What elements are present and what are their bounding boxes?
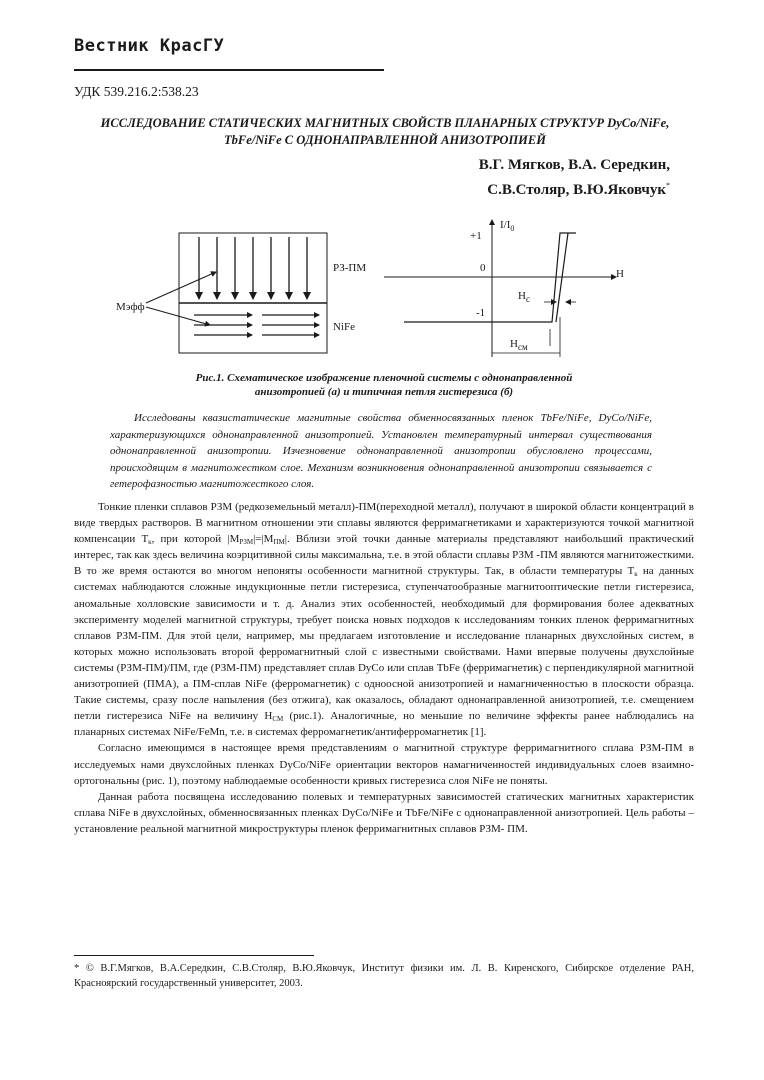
udc-code: УДК 539.216.2:538.23 [74, 84, 199, 99]
caption-line-2: анизотропией (а) и типичная петля гистерезиса (б) [254, 386, 514, 398]
film-schematic [116, 233, 366, 353]
authors-line-2-text: С.В.Столяр, В.Ю.Яковчук [487, 182, 666, 198]
authors-line-2 [487, 181, 670, 199]
journal-title: Вестник КрасГУ [74, 36, 225, 56]
label-hcm: $H_{см}$ [510, 338, 528, 352]
paragraph-2: Согласно имеющимся в настоящее время представлениям о магнитной структуре ферримагнитного сплава РЗМ-ПМ в исследуемых нами двухслойных пленках DyCo/NiFe ориентации векторов намагниченностей индивидуальных слоев взаимно-ортогональны (рис. 1), поэтому наблюдаемые особенности кривых гистерезиса слоя NiFe не поняты. [74, 742, 694, 787]
nife-magnetization-arrows [194, 315, 319, 335]
label-minus-one: -1 [476, 307, 486, 319]
label-nife: NiFe [333, 321, 355, 333]
h-axis-label: H [616, 268, 624, 280]
label-plus-one: +1 [470, 230, 482, 242]
label-meff: Мэфф [116, 301, 145, 313]
pointer-arrow [146, 272, 216, 303]
paragraph-1: Тонкие пленки сплавов РЗМ (редкоземельный металл)-ПМ(переходной металл), получают в широкой области концентраций в виде твердых растворов. В магнитном отношении эти сплавы являются ферримагнетиками и характеризуются точкой магнитной компенсации $T_к$, при которой $|M_{РЗМ}|=|M_{ПМ}|$. Вблизи этой точки данные материалы представляют наибольший практический интерес, так как здесь величина коэрцитивной силы максимальна, т.е. в этой области сплавы РЗМ -ПМ являются магнитожесткими. В то же время остаются во многом непоняты особенности магнитной структуры. Так, в области температуры $T_к$ на данных системах наблюдаются сложные индукционные петли гистерезиса, ступенчатообразные магнитооптические петли гистерезиса, аномальные холловские зависимости и т. д. Анализ этих особенностей, необходимый для формирования более адекватных эксперименту моделей магнитной структуры, требует поиска новых подходов к исследованиям тонких пленок ферримагнитных сплавов РЗМ-ПМ. Для этой цели, например, мы предлагаем изготовление и исследование планарных двухслойных систем, в которых можно использовать второй ферромагнитный слой с известными свойствами. Нами впервые получены двухслойные системы (РЗМ-ПМ)/ПМ, где (РЗМ-ПМ) представляет сплав DyCo или сплав TbFe (ферримагнетик) с перпендикулярной магнитной анизотропией (ПМА), а ПМ-сплав NiFe (ферромагнетик) с одноосной анизотропией и намагниченностью в плоскости образца. Такие системы, сразу после напыления (без отжига), как оказалось, обладают однонаправленной анизотропией, т.е. смещением петли гистерезиса NiFe на величину $H_{СМ}$ (рис.1). Аналогичные, но меньшие по величине эффекты ранее наблюдались на планарных системах NiFe/FeMn, т.е. в системах ферромагнетик/антиферромагнетик [1]. [74, 501, 695, 739]
header-rule [74, 69, 384, 71]
body-text [74, 499, 694, 837]
author-footnote-mark: * [666, 181, 670, 190]
footnote-rule [74, 955, 314, 956]
label-hc: $H_c$ [518, 290, 530, 304]
hysteresis-loop-plot [384, 219, 624, 357]
pointer-arrow [146, 307, 210, 325]
y-axis-label: $I/I_0$ [500, 219, 515, 233]
rzm-pm-magnetization-arrows [199, 237, 307, 299]
article-title: ИССЛЕДОВАНИЕ СТАТИЧЕСКИХ МАГНИТНЫХ СВОЙСТВ ПЛАНАРНЫХ СТРУКТУР DyCo/NiFe, TbFe/NiFe С ОДНОНАПРАВЛЕННОЙ АНИЗОТРОПИЕЙ [100, 116, 670, 147]
meff-pointer-arrows [146, 272, 216, 325]
label-rzm-pm: РЗ-ПМ [333, 262, 367, 274]
footnote: * © В.Г.Мягков, В.А.Середкин, С.В.Столяр, В.Ю.Яковчук, Институт физики им. Л. В. Киренского, Сибирское отделение РАН, Красноярский государственный университет, 2003. [74, 963, 694, 989]
figure-1 [104, 215, 664, 365]
abstract: Исследованы квазистатические магнитные свойства обменносвязанных пленок TbFe/NiFe, DyCo/NiFe, характеризующихся однонаправленной анизотропией. Установлен температурный интервал существования однонаправленной анизотропии. Изчезновение однонаправленной анизотропии обусловлено процессами, происходящим в магнитожестком слое. Механизм возникновения однонаправленной анизотропии связывается с гетерофазностью магнитожесткого слоя. [110, 412, 652, 490]
paragraph-3: Данная работа посвящена исследованию полевых и температурных зависимостей статических магнитных характеристик сплава NiFe в двухслойных, обменносвязанных пленках DyCo/NiFe и TbFe/NiFe с однонаправленной анизотропией. Цель работы – установление реальной магнитной микроструктуры пленок ферримагнитных сплавов РЗМ- ПМ. [74, 790, 694, 835]
authors-line-1: В.Г. Мягков, В.А. Середкин, [478, 157, 670, 173]
figure-caption [104, 371, 664, 399]
caption-line-1: Рис.1. Схематическое изображение пленочной системы с однонаправленной [195, 372, 573, 384]
label-zero: 0 [480, 262, 486, 274]
